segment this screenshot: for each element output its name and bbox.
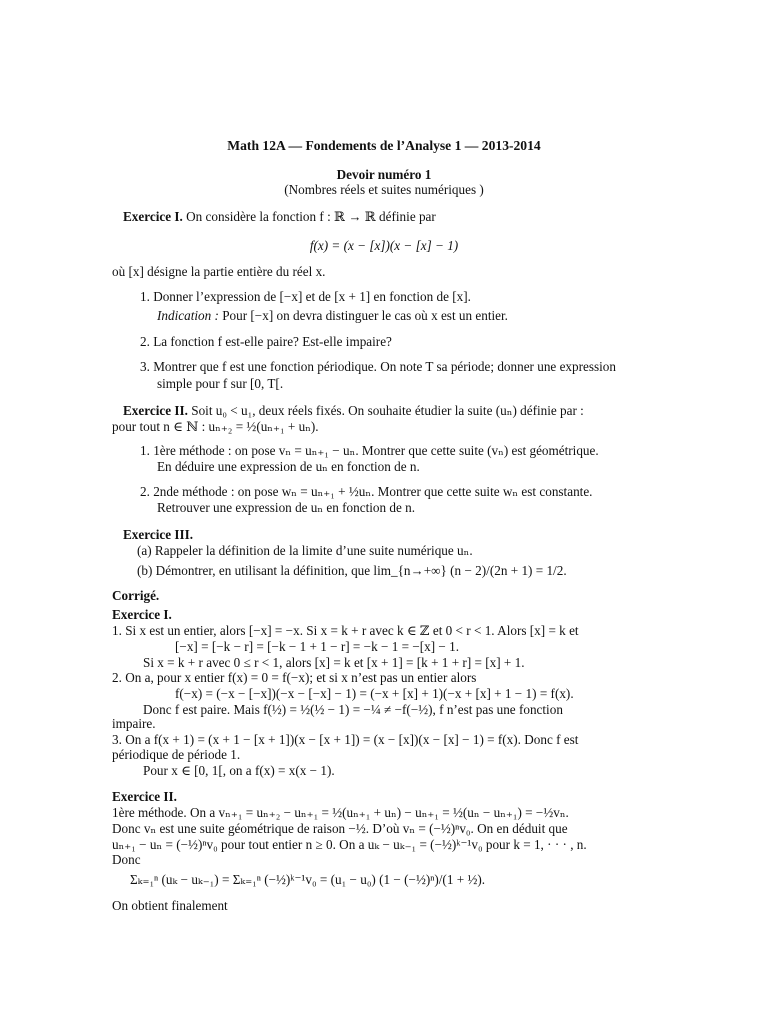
corrige-line: uₙ₊₁ − uₙ = (−½)ⁿv₀ pour tout entier n ≥ 0. On a uₖ − uₖ₋₁ = (−½)ᵏ⁻¹v₀ pour k = 1, · · · , n. xyxy=(112,837,587,852)
corrige-line: [−x] = [−k − r] = [−k − 1 + 1 − r] = −k − 1 = −[x] − 1. xyxy=(175,639,460,654)
ex3-b: (b) Démontrer, en utilisant la définition, que lim_{n→+∞} (n − 2)/(2n + 1) = 1/2. xyxy=(137,563,567,578)
corrige-line: impaire. xyxy=(112,716,156,731)
ex1-intro-line xyxy=(123,209,436,225)
corrige-line: Pour x ∈ [0, 1[, on a f(x) = x(x − 1). xyxy=(143,763,335,778)
ex2-heading: Exercice II. xyxy=(123,403,188,418)
corrige-line: Donc vₙ est une suite géométrique de raison −½. D’où vₙ = (−½)ⁿv₀. On en déduit que xyxy=(112,821,568,836)
ex1-intro: On considère la fonction f : ℝ → ℝ définie par xyxy=(186,209,436,224)
corrige-line: On obtient finalement xyxy=(112,898,228,913)
ex1-heading: Exercice I. xyxy=(123,209,183,224)
ex2-q2-line1: 2. 2nde méthode : on pose wₙ = uₙ₊₁ + ½uₙ. Montrer que cette suite wₙ est constante. xyxy=(140,484,593,499)
corrige-line: 1. Si x est un entier, alors [−x] = −x. Si x = k + r avec k ∈ ℤ et 0 < r < 1. Alors [x] = k et xyxy=(112,623,579,638)
indication-text: Pour [−x] on devra distinguer le cas où x est un entier. xyxy=(222,308,508,323)
corrige-line: f(−x) = (−x − [−x])(−x − [−x] − 1) = (−x + [x] + 1)(−x + [x] + 1 − 1) = f(x). xyxy=(175,686,574,701)
ex1-note: où [x] désigne la partie entière du réel x. xyxy=(112,264,326,279)
ex1-q2: 2. La fonction f est-elle paire? Est-elle impaire? xyxy=(140,334,392,349)
ex2-q2-line2: Retrouver une expression de uₙ en fonction de n. xyxy=(157,500,416,515)
indication-label: Indication : xyxy=(157,308,219,323)
corrige-line: 2. On a, pour x entier f(x) = 0 = f(−x); et si x n’est pas un entier alors xyxy=(112,670,477,685)
corrige-ex1-heading: Exercice I. xyxy=(112,607,172,622)
corrige-line: périodique de période 1. xyxy=(112,747,241,762)
devoir-subtitle: (Nombres réels et suites numériques ) xyxy=(284,182,484,197)
corrige-line: Donc xyxy=(112,852,141,867)
devoir-title: Devoir numéro 1 xyxy=(336,167,432,182)
ex1-q3-line2: simple pour f sur [0, T[. xyxy=(157,376,284,391)
ex1-formula: f(x) = (x − [x])(x − [x] − 1) xyxy=(309,238,459,253)
ex2-intro-line1 xyxy=(123,403,584,419)
corrige-line: 1ère méthode. On a vₙ₊₁ = uₙ₊₂ − uₙ₊₁ = ½(uₙ₊₁ + uₙ) − uₙ₊₁ = ½(uₙ − uₙ₊₁) = −½vₙ. xyxy=(112,805,569,820)
ex3-a: (a) Rappeler la définition de la limite d’une suite numérique uₙ. xyxy=(137,543,473,558)
ex2-intro: Soit u₀ < u₁, deux réels fixés. On souhaite étudier la suite (uₙ) définie par : xyxy=(191,403,584,418)
corrige-heading: Corrigé. xyxy=(112,588,160,603)
ex1-q1-indication xyxy=(157,308,508,324)
corrige-ex2-heading: Exercice II. xyxy=(112,789,177,804)
corrige-sum-formula: Σₖ₌₁ⁿ (uₖ − uₖ₋₁) = Σₖ₌₁ⁿ (−½)ᵏ⁻¹v₀ = (u₁ − u₀) (1 − (−½)ⁿ)/(1 + ½). xyxy=(130,872,486,887)
corrige-line: Donc f est paire. Mais f(½) = ½(½ − 1) = −¼ ≠ −f(−½), f n’est pas une fonction xyxy=(143,702,563,717)
document-title: Math 12A — Fondements de l’Analyse 1 — 2013-2014 xyxy=(227,138,541,153)
corrige-line: Si x = k + r avec 0 ≤ r < 1, alors [x] = k et [x + 1] = [k + 1 + r] = [x] + 1. xyxy=(143,655,525,670)
ex2-intro-line2: pour tout n ∈ ℕ : uₙ₊₂ = ½(uₙ₊₁ + uₙ). xyxy=(112,419,319,434)
ex1-q3-line1: 3. Montrer que f est une fonction périodique. On note T sa période; donner une expression xyxy=(140,359,616,374)
ex3-heading: Exercice III. xyxy=(123,527,194,542)
ex1-q1: 1. Donner l’expression de [−x] et de [x + 1] en fonction de [x]. xyxy=(140,289,471,304)
corrige-line: 3. On a f(x + 1) = (x + 1 − [x + 1])(x − [x + 1]) = (x − [x])(x − [x] − 1) = f(x). Donc f est xyxy=(112,732,579,747)
ex2-q1-line2: En déduire une expression de uₙ en fonction de n. xyxy=(157,459,420,474)
ex2-q1-line1: 1. 1ère méthode : on pose vₙ = uₙ₊₁ − uₙ. Montrer que cette suite (vₙ) est géométrique. xyxy=(140,443,599,458)
